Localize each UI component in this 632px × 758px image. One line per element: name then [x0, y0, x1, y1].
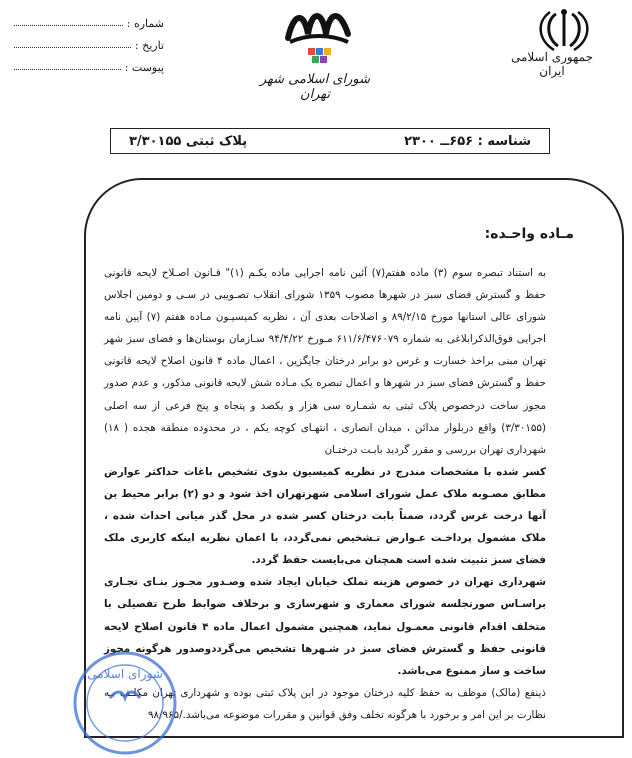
- meta-dots: [14, 47, 131, 48]
- council-name: شورای اسلامی شهر تهران: [259, 72, 371, 102]
- republic-name: جمهوری اسلامی ایران: [510, 50, 594, 78]
- registry-bar: [110, 128, 550, 154]
- iran-emblem-icon: [534, 6, 594, 52]
- registry-plak: پلاک ثبتی ۳/۳۰۱۵۵: [129, 133, 248, 149]
- meta-row-date: [14, 30, 164, 52]
- body-bold-paragraph: کسر شده با مشخصات مندرج در نظریه کمیسیون بدوی تشخیص باغات حداکثر عوارض مطابق مصـوبه ملاک عمل شورای اسلامی شهرتهران اخذ شود و دو (۲) برابر محیط بن آنها درخت غرس گردد، ضمناً بابت درختان کسر شده در محل گذر میانی احداث شده ، ملاک مشمول پرداخـت عـوارض تـشخیص نمی‌گردد، با اعمان نظریه اینکه کاربری ملک فضای سبز تثبیت شده است همچنان می‌بایست حفظ گردد.: [104, 465, 546, 567]
- council-stamp-icon: [70, 648, 180, 758]
- meta-row-number: [14, 8, 164, 30]
- meta-row-attachment: [14, 52, 164, 74]
- tehran-council-logo-icon: [278, 4, 358, 68]
- document-heading: مـاده واحـده:: [484, 226, 574, 242]
- stamp-text: شورای اسلامی: [87, 667, 163, 681]
- body-bold-paragraph: شهرداری تهران در خصوص هزینه تملک خیابان ایجاد شده وصـدور مجـوز بنـای تجـاری براسـاس صورتجلسه شورای معماری و شهرسازی و برخلاف ضوابط طرح تفصیلی با متخلف اقدام قانونی معمـول نماید، همچنین مشمول اعمال ماده ۴ قانون اصلاح لایحه قانونی حفظ و گسترش فضای سبز در شـهرها تشخیص می‌گرددوصدور هرگونه مجوز ساخت و ساز ممنوع می‌باشد.: [104, 576, 546, 677]
- letter-meta-fields: [14, 8, 164, 74]
- meta-label-attachment: پیوست :: [124, 61, 164, 74]
- meta-label-number: شماره :: [126, 17, 164, 30]
- registry-shenase: شناسه : ۶۵۶ــ ۲۳۰۰: [404, 133, 531, 149]
- body-paragraph: به استناد تبصره سوم (۳) ماده هفتم(۷) آئین نامه اجرایی ماده یکـم (۱)" قـانون اصـلاح لایحه قانونی حفظ و گسترش فضای سبز در شهرها مصوب ۱۳۵۹ شورای انقلاب تصـویبی در سـی و دومین اجلاس شورای عالی استانها مورخ ۸۹/۲/۱۵ و اصلاحات بعدی آن ، نظریه کمیسیـون مـاده هفتم (۷) آیین نامه اجرایی فوق‌الذکرابلاغی به شماره ۶۱۱/۶/۴۷۶۰۷۹ مـورخ ۹۴/۴/۲۲ سـازمان بوستان‌ها و فضای سبز شهر تهران مبنی براخذ خسارت و غرس دو برابر درختان جایگزین ، اعمال ماده ۴ قانون اصلاح لایحه قانونی حفظ و گسترش فضای سبز در شهرها و اعمال تبصره یک مـاده شش لایحه قانونی مذکور، و عدم صدور مجوز ساخت درخصوص پلاک ثبتی به شمـاره سی هزار و یکصد و پنجاه و پنج فرعی از سه اصلی (۳/۳۰۱۵۵) واقع دربلوار مدائن ، میدان انصاری ، انتهـای کوچه یکم ، در محدوده منطقه هجده ( ۱۸) شهرداری تهران بررسی و مقرر گردید بابـت درختـان: [104, 267, 547, 456]
- meta-dots: [14, 69, 121, 70]
- meta-label-date: تاریخ :: [134, 39, 164, 52]
- meta-dots: [14, 25, 123, 26]
- body-closing-paragraph: ذینفع (مالک) موظف به حفظ کلیه درختان موجود در این پلاک ثبتی بوده و شهرداری تهران مکلـف بـه نظارت بر این امر و برخورد با هرگونه تخلف وفق قوانین و مقررات موضوعه می‌باشد./۹۸/۹۶۵: [104, 686, 546, 721]
